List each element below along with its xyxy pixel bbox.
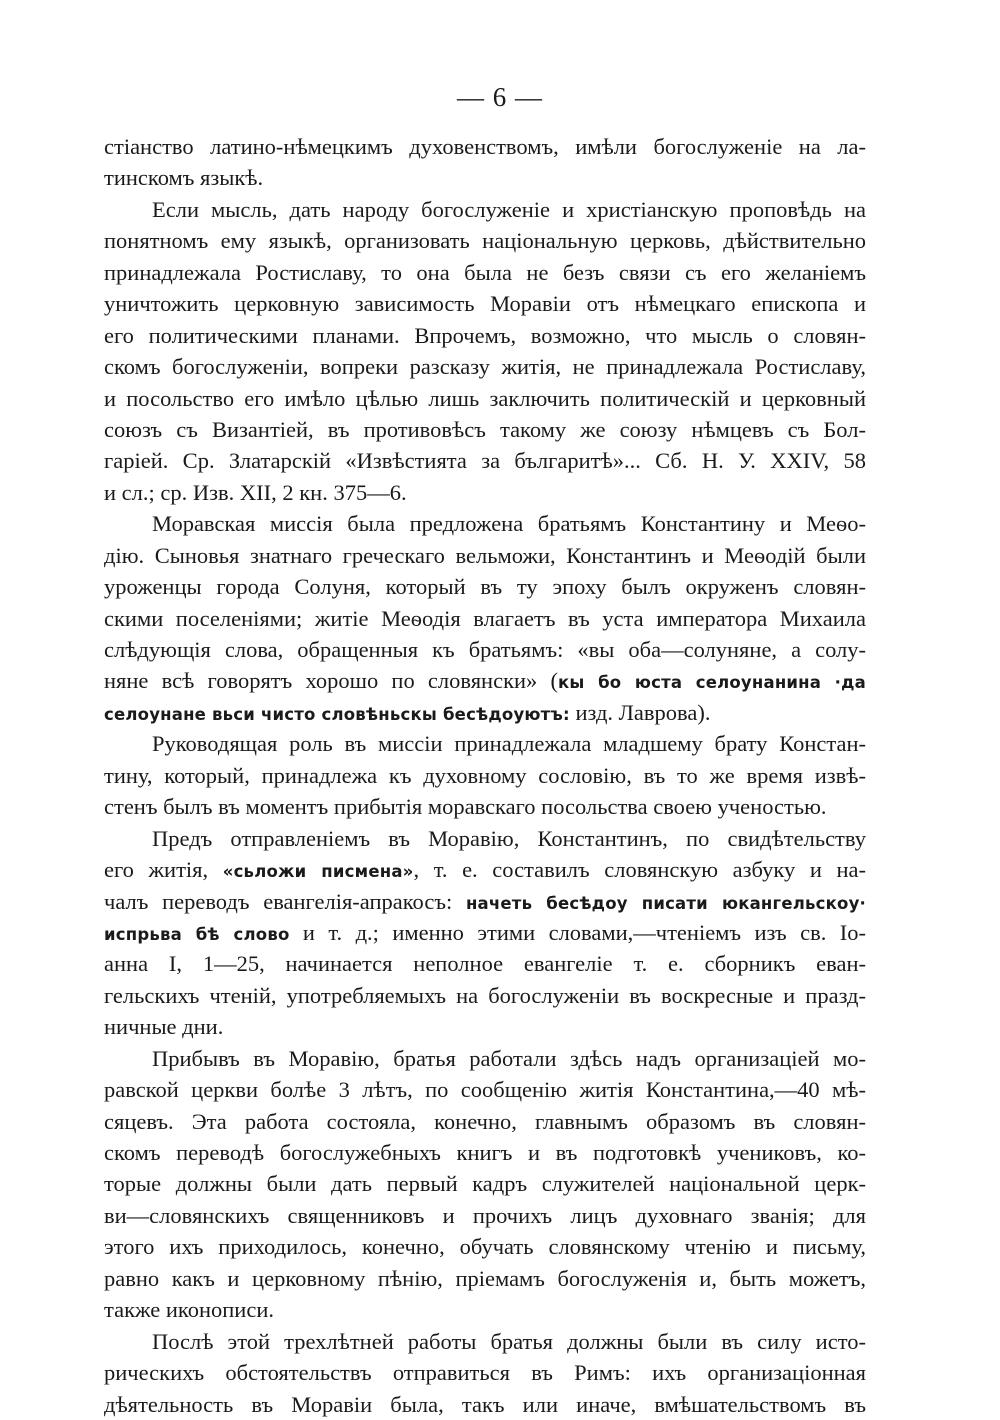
text-run: равно какъ и церковному пѣнію, пріемамъ богослуженія и, быть можетъ, — [104, 1265, 866, 1291]
old-slavonic-quote: начеть бесѣдоу писати юкангельскоу· — [465, 893, 866, 913]
text-run: Прибывъ въ Моравію, братья работали здѣсь надъ организаціей мо- — [152, 1045, 866, 1071]
text-run: его житія, — [104, 857, 223, 883]
text-run: и т. д.; именно этими словами,—чтеніемъ изъ св. Іо- — [289, 919, 866, 945]
text-run: дѣятельность въ Моравіи была, такъ или иначе, вмѣшательствомъ въ — [104, 1391, 866, 1417]
text-run: Послѣ этой трехлѣтней работы братья должны были въ силу исто- — [152, 1328, 866, 1354]
text-run: тинскомъ языкѣ. — [104, 165, 264, 191]
text-run: его политическими планами. Впрочемъ, возможно, что мысль о словян- — [104, 322, 866, 348]
text-line — [104, 1106, 866, 1137]
text-run: Руководящая роль въ миссіи принадлежала младшему брату Констан- — [152, 731, 866, 757]
text-run: няне всѣ говорятъ хорошо по словянски» ( — [104, 668, 559, 694]
text-run: дію. Сыновья знатнаго греческаго вельможи, Константинъ и Меѳодій были — [104, 542, 866, 568]
text-line — [104, 603, 866, 634]
text-run: принадлежала Ростиславу, то она была не безъ связи съ его желаніемъ — [104, 259, 866, 285]
text-run: тину, который, принадлежа къ духовному сословію, въ то же время извѣ- — [104, 762, 866, 788]
text-line — [104, 194, 866, 225]
text-line — [104, 351, 866, 382]
body-text — [104, 131, 866, 1420]
text-run: Предъ отправленіемъ въ Моравію, Константинъ, по свидѣтельству — [152, 825, 866, 851]
text-run: этого ихъ приходилось, конечно, обучать словянскому чтенію и письму, — [104, 1234, 866, 1260]
text-run: ви—словянскихъ священниковъ и прочихъ лицъ духовнаго званія; для — [104, 1202, 866, 1228]
text-line — [104, 728, 866, 759]
text-run: торые должны были дать первый кадръ служителей національной церк- — [104, 1171, 866, 1197]
text-line — [104, 665, 866, 696]
text-run: гаріей. Ср. Златарскій «Извѣстията за българитѣ»... Сб. Н. У. XXIV, 58 — [104, 448, 866, 474]
text-line — [104, 383, 866, 414]
text-line — [104, 571, 866, 602]
text-run: скими поселеніями; житіе Меѳодія влагаетъ въ уста императора Михаила — [104, 605, 866, 631]
text-line — [104, 477, 866, 508]
text-line — [104, 131, 866, 162]
text-line — [104, 414, 866, 445]
text-run: также иконописи. — [104, 1297, 274, 1323]
text-run: слѣдующія слова, обращенныя къ братьямъ: «вы оба—солуняне, а солу- — [104, 637, 866, 662]
text-run: скомъ переводѣ богослужебныхъ книгъ и въ подготовкѣ учениковъ, ко- — [104, 1140, 866, 1165]
text-line — [104, 445, 866, 476]
text-run: и посольство его имѣло цѣлью лишь заключить политическій и церковный — [104, 385, 866, 411]
text-line — [104, 540, 866, 571]
text-line — [104, 1011, 866, 1042]
text-line — [104, 760, 866, 791]
text-line — [104, 886, 866, 917]
text-line — [104, 1074, 866, 1105]
text-line — [104, 508, 866, 539]
text-run: анна I, 1—25, начинается неполное евангеліе т. е. сборникъ еван- — [104, 951, 866, 977]
text-run: , т. е. составилъ словянскую азбуку и на- — [413, 857, 866, 883]
text-line — [104, 1389, 866, 1420]
text-line — [104, 288, 866, 319]
text-run: понятномъ ему языкѣ, организовать національную церковь, дѣйствительно — [104, 228, 866, 254]
text-line — [104, 1263, 866, 1294]
text-line — [104, 320, 866, 351]
text-line — [104, 1326, 866, 1357]
old-slavonic-quote: «сьложи писмена» — [222, 862, 414, 882]
text-run: сяцевъ. Эта работа состояла, конечно, главнымъ образомъ въ словян- — [104, 1108, 866, 1134]
text-line — [104, 917, 866, 948]
text-run: рическихъ обстоятельствъ отправиться въ Римъ: ихъ организаціонная — [104, 1360, 866, 1386]
text-line — [104, 1294, 866, 1325]
text-line — [104, 1168, 866, 1199]
old-slavonic-quote: кы бо юста селоунанина ·да — [558, 673, 866, 693]
text-line — [104, 162, 866, 193]
text-run: гельскихъ чтеній, употребляемыхъ на богослуженіи въ воскресные и празд- — [104, 982, 866, 1008]
old-slavonic-quote: селоунане вьси чисто словѣньскы бесѣдоуютъ: — [104, 704, 570, 724]
text-line — [104, 1043, 866, 1074]
text-line — [104, 1357, 866, 1388]
text-line — [104, 225, 866, 256]
text-run: и сл.; ср. Изв. XII, 2 кн. 375—6. — [104, 479, 407, 505]
text-line — [104, 1200, 866, 1231]
text-run: скомъ богослуженіи, вопреки разсказу житія, не принадлежала Ростиславу, — [104, 354, 866, 380]
text-line — [104, 634, 866, 665]
text-run: Если мысль, дать народу богослуженіе и христіанскую проповѣдь на — [152, 196, 866, 222]
text-line — [104, 854, 866, 885]
text-run: изд. Лаврова). — [569, 699, 711, 725]
old-slavonic-quote: испрьва бѣ слово — [104, 924, 290, 944]
text-run: уничтожить церковную зависимость Моравіи отъ нѣмецкаго епископа и — [104, 291, 866, 317]
text-run: уроженцы города Солуня, который въ ту эпоху былъ окруженъ словян- — [104, 574, 866, 600]
text-run: стіанство латино-нѣмецкимъ духовенствомъ, имѣли богослуженіе на ла- — [104, 134, 866, 159]
text-line — [104, 823, 866, 854]
page-number: — 6 — — [457, 82, 543, 112]
text-line — [104, 980, 866, 1011]
text-line — [104, 697, 866, 728]
text-run: ничные дни. — [104, 1014, 224, 1040]
text-run: Моравская миссія была предложена братьямъ Константину и Меѳо- — [152, 511, 866, 537]
text-line — [104, 257, 866, 288]
text-line — [104, 1137, 866, 1168]
text-run: союзъ съ Византіей, въ противовѣсъ такому же союзу нѣмцевъ съ Бол- — [104, 416, 866, 442]
text-line — [104, 948, 866, 979]
text-run: чалъ переводъ евангелія-апракосъ: — [104, 888, 466, 914]
text-run: стенъ былъ въ моментъ прибытія моравскаго посольства своею ученостью. — [104, 794, 827, 820]
text-line — [104, 791, 866, 822]
text-line — [104, 1231, 866, 1262]
text-run: равской церкви болѣе 3 лѣтъ, по сообщенію житія Константина,—40 мѣ- — [104, 1077, 866, 1103]
